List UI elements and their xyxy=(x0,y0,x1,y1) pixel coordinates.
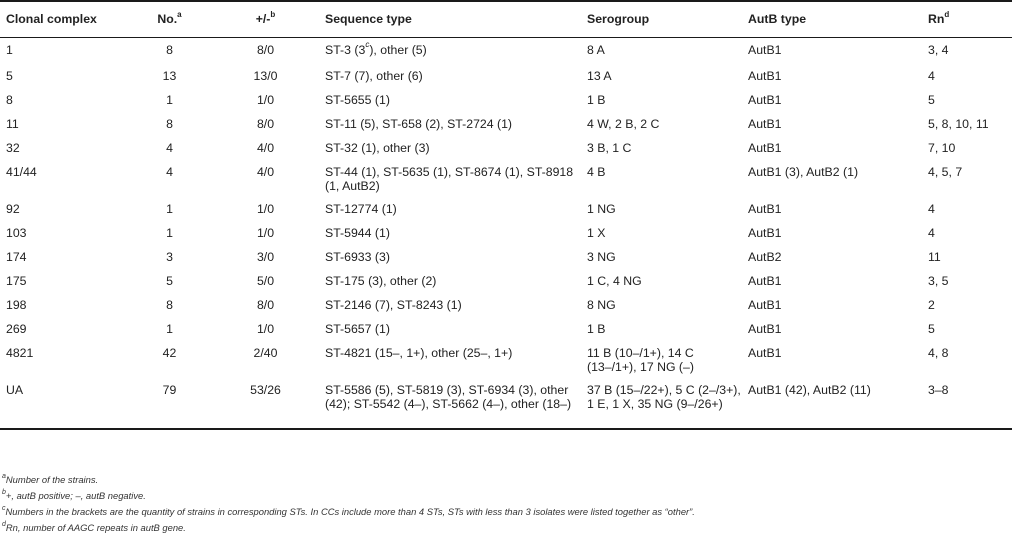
cell-number: 1 xyxy=(166,93,173,107)
cell-autb-type: AutB1 (3), AutB2 (1) xyxy=(748,165,859,179)
cell-autb-type: AutB1 xyxy=(748,226,782,240)
cell-number: 5 xyxy=(166,274,173,288)
cell-sequence-type: ST-4821 (15–, 1+), other (25–, 1+) xyxy=(325,346,513,360)
cell-rn: 11 xyxy=(928,250,941,264)
footnote-b: $^b$+, autB positive; –, autB negative. xyxy=(2,488,146,501)
cell-number: 42 xyxy=(162,346,177,360)
cell-clonal-complex: 175 xyxy=(6,274,27,288)
cell-clonal-complex: 103 xyxy=(6,226,27,240)
cell-autb-type: AutB1 xyxy=(748,202,782,216)
cell-rn: 3, 4 xyxy=(928,42,949,57)
cell-sequence-type: ST-12774 (1) xyxy=(325,202,397,216)
cell-autb-type: AutB1 xyxy=(748,42,782,57)
cell-serogroup: 11 B (10–/1+), 14 C (13–/1+), 17 NG (–) xyxy=(587,346,694,374)
cell-rn: 5 xyxy=(928,93,935,107)
cell-clonal-complex: 1 xyxy=(6,42,13,57)
cell-rn: 3, 5 xyxy=(928,274,949,288)
footnotes xyxy=(2,472,695,536)
cell-autb-type: AutB1 xyxy=(748,346,782,360)
table-row xyxy=(0,64,1012,88)
header-row xyxy=(0,1,1012,37)
cell-sequence-type: ST-32 (1), other (3) xyxy=(325,141,430,155)
cell-autb-type: AutB1 xyxy=(748,141,782,155)
cell-serogroup: 1 B xyxy=(587,322,606,336)
cell-plus-minus: 1/0 xyxy=(256,93,275,107)
cell-number: 8 xyxy=(166,117,173,131)
table-row xyxy=(0,136,1012,160)
cell-serogroup: 3 B, 1 C xyxy=(587,141,632,155)
cell-plus-minus: 3/0 xyxy=(256,250,275,264)
cell-clonal-complex: 269 xyxy=(6,322,27,336)
cell-sequence-type: ST-5657 (1) xyxy=(325,322,390,336)
cell-plus-minus: 5/0 xyxy=(256,274,275,288)
cell-rn: 5 xyxy=(928,322,935,336)
cell-number: 3 xyxy=(166,250,173,264)
cell-number: 1 xyxy=(166,202,173,216)
cell-plus-minus: 8/0 xyxy=(256,117,275,131)
cell-clonal-complex: 198 xyxy=(6,298,27,312)
cell-autb-type: AutB1 xyxy=(748,69,782,83)
cell-serogroup: 1 C, 4 NG xyxy=(587,274,642,288)
cell-plus-minus: 8/0 xyxy=(256,42,275,57)
cell-clonal-complex: 174 xyxy=(6,250,27,264)
table-row xyxy=(0,221,1012,245)
cell-plus-minus: 13/0 xyxy=(253,69,278,83)
cell-serogroup: 37 B (15–/22+), 5 C (2–/3+), 1 E, 1 X, 35 NG (9–/26+) xyxy=(581,378,742,429)
header-serogroup: Serogroup xyxy=(581,1,742,37)
cell-plus-minus: 1/0 xyxy=(256,202,275,216)
table-row xyxy=(0,341,1012,378)
footnote-a: $^a$Number of the strains. xyxy=(2,472,99,485)
cell-clonal-complex: UA xyxy=(0,378,127,429)
cell-sequence-type: ST-2146 (7), ST-8243 (1) xyxy=(325,298,462,312)
cell-serogroup: 3 NG xyxy=(587,250,616,264)
cell-sequence-type: ST-175 (3), other (2) xyxy=(325,274,437,288)
cell-autb-type: AutB1 xyxy=(748,274,782,288)
cell-serogroup: 13 A xyxy=(587,69,612,83)
table-row xyxy=(0,293,1012,317)
header-sequence-type: Sequence type xyxy=(319,1,581,37)
cell-autb-type: AutB2 xyxy=(748,250,782,264)
cell-rn: 4, 5, 7 xyxy=(928,165,963,179)
cell-number: 8 xyxy=(166,298,173,312)
cell-clonal-complex: 32 xyxy=(6,141,20,155)
cell-serogroup: 1 NG xyxy=(587,202,616,216)
table-row xyxy=(0,269,1012,293)
cell-rn: 4 xyxy=(928,226,935,240)
table-row xyxy=(0,88,1012,112)
cell-sequence-type: ST-11 (5), ST-658 (2), ST-2724 (1) xyxy=(325,117,513,131)
cell-number: 1 xyxy=(166,226,173,240)
cell-sequence-type: ST-3 (3$^c$), other (5) xyxy=(325,40,427,57)
cell-rn: 3–8 xyxy=(922,378,1012,429)
header-rn: Rn$^d$ xyxy=(922,1,1012,37)
table-row xyxy=(0,160,1012,197)
table-row xyxy=(0,317,1012,341)
cell-rn: 4, 8 xyxy=(928,346,949,360)
cell-plus-minus: 1/0 xyxy=(256,226,275,240)
cell-clonal-complex: 8 xyxy=(6,93,13,107)
cell-number: 4 xyxy=(166,165,173,179)
cell-sequence-type: ST-5944 (1) xyxy=(325,226,390,240)
cell-number: 79 xyxy=(127,378,212,429)
cell-rn: 2 xyxy=(928,298,935,312)
cell-clonal-complex: 41/44 xyxy=(6,165,37,179)
cell-serogroup: 8 NG xyxy=(587,298,616,312)
cell-plus-minus: 4/0 xyxy=(256,165,275,179)
cell-autb-type: AutB1 xyxy=(748,298,782,312)
cell-plus-minus: 8/0 xyxy=(256,298,275,312)
cell-autb-type: AutB1 xyxy=(748,117,782,131)
cell-plus-minus: 1/0 xyxy=(256,322,275,336)
cell-rn: 4 xyxy=(928,202,935,216)
cell-plus-minus: 4/0 xyxy=(256,141,275,155)
cell-sequence-type: ST-6933 (3) xyxy=(325,250,390,264)
cell-serogroup: 4 W, 2 B, 2 C xyxy=(587,117,660,131)
cell-serogroup: 1 X xyxy=(587,226,606,240)
cell-sequence-type: ST-7 (7), other (6) xyxy=(325,69,423,83)
cell-plus-minus: 53/26 xyxy=(212,378,319,429)
cell-number: 1 xyxy=(166,322,173,336)
cell-rn: 4 xyxy=(928,69,935,83)
table-row xyxy=(0,245,1012,269)
table-row xyxy=(0,378,1012,429)
cell-clonal-complex: 4821 xyxy=(6,346,34,360)
header-number: No.$^a$ xyxy=(127,1,212,37)
cell-plus-minus: 2/40 xyxy=(253,346,278,360)
cell-sequence-type: ST-5586 (5), ST-5819 (3), ST-6934 (3), other (42); ST-5542 (4–), ST-5662 (4–), other (18–) xyxy=(319,378,581,429)
cell-serogroup: 4 B xyxy=(587,165,606,179)
cell-serogroup: 8 A xyxy=(587,42,605,57)
table-row xyxy=(0,37,1012,64)
footnote-c: $^c$Numbers in the brackets are the quantity of strains in corresponding STs. In CCs include more than 4 STs, STs with less than 3 isolates were listed together as “other”. xyxy=(2,504,695,517)
cell-number: 13 xyxy=(162,69,177,83)
cell-autb-type: AutB1 (42), AutB2 (11) xyxy=(742,378,922,429)
header-autb-type: AutB type xyxy=(742,1,922,37)
cell-autb-type: AutB1 xyxy=(748,322,782,336)
cell-clonal-complex: 92 xyxy=(6,202,20,216)
cell-serogroup: 1 B xyxy=(587,93,606,107)
table-row xyxy=(0,112,1012,136)
cell-rn: 7, 10 xyxy=(928,141,956,155)
footnote-d: $^d$Rn, number of AAGC repeats in autB gene. xyxy=(2,520,186,533)
cell-autb-type: AutB1 xyxy=(748,93,782,107)
cell-clonal-complex: 5 xyxy=(6,69,13,83)
table-row xyxy=(0,197,1012,221)
cell-rn: 5, 8, 10, 11 xyxy=(928,117,989,131)
header-clonal-complex: Clonal complex xyxy=(0,1,127,37)
cell-number: 4 xyxy=(166,141,173,155)
cell-sequence-type: ST-44 (1), ST-5635 (1), ST-8674 (1), ST-8918 (1, AutB2) xyxy=(325,165,574,193)
cell-sequence-type: ST-5655 (1) xyxy=(325,93,390,107)
cell-clonal-complex: 11 xyxy=(6,117,19,131)
cell-number: 8 xyxy=(166,42,173,57)
header-plus-minus: +/-$^b$ xyxy=(212,1,319,37)
